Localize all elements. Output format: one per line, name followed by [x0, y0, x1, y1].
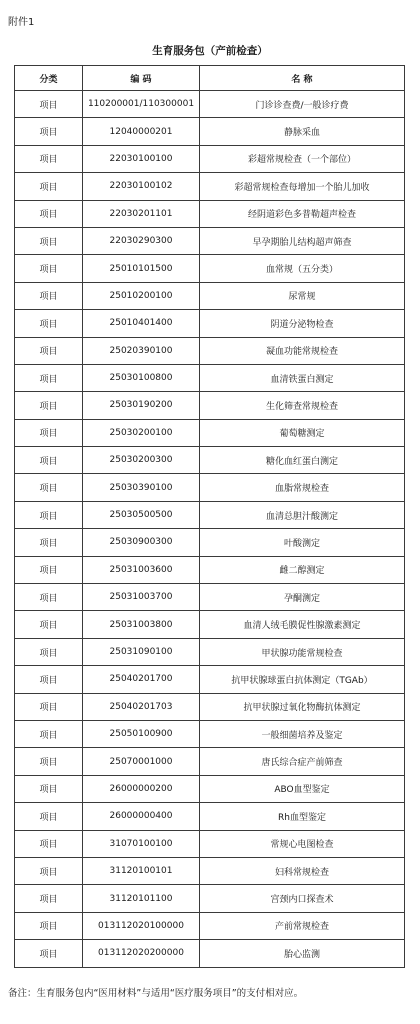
cell-code: 25040201703: [83, 693, 200, 720]
table-row: [15, 912, 405, 939]
table-row: [15, 118, 405, 145]
cell-name: ABO血型鉴定: [200, 775, 405, 802]
cell-name: 血脂常规检查: [200, 474, 405, 501]
cell-code: 31120101100: [83, 885, 200, 912]
cell-code: 22030201101: [83, 200, 200, 227]
table-row: [15, 556, 405, 583]
cell-category: 项目: [15, 885, 83, 912]
table-row: [15, 720, 405, 747]
cell-name: 静脉采血: [200, 118, 405, 145]
table-row: [15, 337, 405, 364]
cell-code: 25040201700: [83, 666, 200, 693]
cell-name: 经阴道彩色多普勒超声检查: [200, 200, 405, 227]
cell-code: 25031003600: [83, 556, 200, 583]
cell-name: 产前常规检查: [200, 912, 405, 939]
cell-name: 抗甲状腺过氧化物酶抗体测定: [200, 693, 405, 720]
table-row: [15, 529, 405, 556]
cell-code: 26000000400: [83, 803, 200, 830]
cell-name: 阴道分泌物检查: [200, 310, 405, 337]
cell-name: 葡萄糖测定: [200, 419, 405, 446]
cell-category: 项目: [15, 310, 83, 337]
table-row: [15, 173, 405, 200]
cell-name: 血常规（五分类）: [200, 255, 405, 282]
cell-code: 25050100900: [83, 720, 200, 747]
cell-category: 项目: [15, 337, 83, 364]
cell-code: 31120100101: [83, 857, 200, 884]
table-row: [15, 748, 405, 775]
cell-category: 项目: [15, 748, 83, 775]
table-row: [15, 282, 405, 309]
table-row: [15, 940, 405, 967]
attachment-label: 附件1: [8, 17, 35, 28]
cell-code: 22030100102: [83, 173, 200, 200]
cell-name: 凝血功能常规检查: [200, 337, 405, 364]
cell-code: 25010101500: [83, 255, 200, 282]
table-row: [15, 584, 405, 611]
cell-code: 25030190200: [83, 392, 200, 419]
cell-name: 叶酸测定: [200, 529, 405, 556]
cell-name: 早孕期胎儿结构超声筛查: [200, 227, 405, 254]
cell-name: Rh血型鉴定: [200, 803, 405, 830]
table-row: [15, 474, 405, 501]
cell-name: 彩超常规检查（一个部位）: [200, 145, 405, 172]
cell-code: 22030100100: [83, 145, 200, 172]
table-row: [15, 501, 405, 528]
cell-code: 25030900300: [83, 529, 200, 556]
cell-category: 项目: [15, 392, 83, 419]
cell-code: 013112020100000: [83, 912, 200, 939]
cell-name: 糖化血红蛋白测定: [200, 447, 405, 474]
cell-code: 25030200100: [83, 419, 200, 446]
table-row: [15, 310, 405, 337]
table-row: [15, 830, 405, 857]
cell-code: 25030100800: [83, 364, 200, 391]
cell-code: 013112020200000: [83, 940, 200, 967]
table-row: [15, 775, 405, 802]
cell-name: 血清总胆汁酸测定: [200, 501, 405, 528]
table-row: [15, 666, 405, 693]
cell-category: 项目: [15, 91, 83, 118]
cell-category: 项目: [15, 912, 83, 939]
cell-category: 项目: [15, 419, 83, 446]
table-row: [15, 392, 405, 419]
table-row: [15, 447, 405, 474]
cell-category: 项目: [15, 720, 83, 747]
cell-name: 雌二醇测定: [200, 556, 405, 583]
cell-category: 项目: [15, 474, 83, 501]
cell-code: 25030500500: [83, 501, 200, 528]
cell-category: 项目: [15, 282, 83, 309]
cell-name: 门诊诊查费/一般诊疗费: [200, 91, 405, 118]
cell-name: 胎心监测: [200, 940, 405, 967]
cell-name: 一般细菌培养及鉴定: [200, 720, 405, 747]
cell-name: 妇科常规检查: [200, 857, 405, 884]
table-row: [15, 227, 405, 254]
table-row: [15, 693, 405, 720]
column-header-code: 编 码: [83, 66, 200, 91]
cell-code: 25030390100: [83, 474, 200, 501]
cell-category: 项目: [15, 173, 83, 200]
table-row: [15, 255, 405, 282]
cell-category: 项目: [15, 611, 83, 638]
cell-name: 血清铁蛋白测定: [200, 364, 405, 391]
table-row: [15, 419, 405, 446]
table-row: [15, 857, 405, 884]
table-row: [15, 885, 405, 912]
column-header-category: 分类: [15, 66, 83, 91]
cell-category: 项目: [15, 803, 83, 830]
table-row: [15, 145, 405, 172]
cell-code: 25031090100: [83, 638, 200, 665]
cell-category: 项目: [15, 364, 83, 391]
cell-code: 110200001/110300001: [83, 91, 200, 118]
cell-category: 项目: [15, 584, 83, 611]
cell-name: 彩超常规检查每增加一个胎儿加收: [200, 173, 405, 200]
service-package-table: [14, 65, 405, 968]
table-row: [15, 803, 405, 830]
cell-category: 项目: [15, 940, 83, 967]
cell-code: 26000000200: [83, 775, 200, 802]
cell-category: 项目: [15, 857, 83, 884]
cell-name: 血清人绒毛膜促性腺激素测定: [200, 611, 405, 638]
page-title: 生育服务包（产前检查）: [152, 45, 268, 57]
cell-category: 项目: [15, 638, 83, 665]
cell-name: 尿常规: [200, 282, 405, 309]
footnote: 备注：生育服务包内“医用材料”与适用“医疗服务项目”的支付相对应。: [8, 988, 304, 999]
cell-code: 25010401400: [83, 310, 200, 337]
cell-name: 宫颈内口探查术: [200, 885, 405, 912]
column-header-name: 名 称: [200, 66, 405, 91]
cell-category: 项目: [15, 501, 83, 528]
table-row: [15, 200, 405, 227]
cell-code: 25031003700: [83, 584, 200, 611]
cell-name: 生化筛查常规检查: [200, 392, 405, 419]
cell-code: 25031003800: [83, 611, 200, 638]
table-row: [15, 91, 405, 118]
cell-category: 项目: [15, 775, 83, 802]
cell-category: 项目: [15, 118, 83, 145]
cell-code: 31070100100: [83, 830, 200, 857]
cell-category: 项目: [15, 529, 83, 556]
cell-category: 项目: [15, 693, 83, 720]
table-header-row: [15, 66, 405, 91]
cell-code: 22030290300: [83, 227, 200, 254]
table-row: [15, 638, 405, 665]
cell-code: 25030200300: [83, 447, 200, 474]
cell-code: 25070001000: [83, 748, 200, 775]
table-row: [15, 364, 405, 391]
cell-name: 唐氏综合症产前筛查: [200, 748, 405, 775]
cell-name: 常规心电图检查: [200, 830, 405, 857]
cell-category: 项目: [15, 255, 83, 282]
cell-code: 25020390100: [83, 337, 200, 364]
cell-category: 项目: [15, 666, 83, 693]
table-row: [15, 611, 405, 638]
cell-category: 项目: [15, 556, 83, 583]
cell-category: 项目: [15, 227, 83, 254]
cell-code: 12040000201: [83, 118, 200, 145]
cell-name: 抗甲状腺球蛋白抗体测定（TGAb）: [200, 666, 405, 693]
cell-category: 项目: [15, 145, 83, 172]
cell-category: 项目: [15, 200, 83, 227]
cell-name: 孕酮测定: [200, 584, 405, 611]
cell-code: 25010200100: [83, 282, 200, 309]
cell-category: 项目: [15, 447, 83, 474]
cell-name: 甲状腺功能常规检查: [200, 638, 405, 665]
cell-category: 项目: [15, 830, 83, 857]
